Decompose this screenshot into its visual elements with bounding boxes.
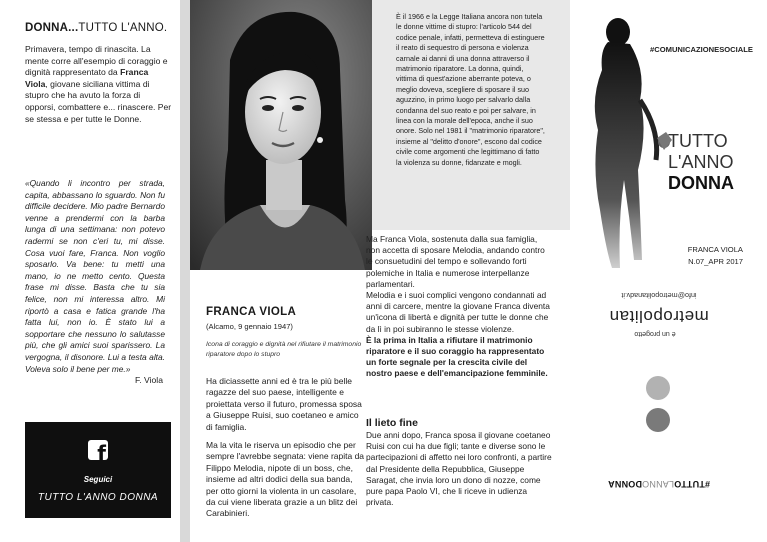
project-label: è un progetto — [634, 330, 676, 337]
happy-ending-text: Due anni dopo, Franca sposa il giovane coetaneo Ruisi con cui ha due figli; tante e diverse sono le partecipazioni di affetto nei loro confronti, a partire dal Presidente della Repubblica, Giuseppe Saragat, che invia loro un dono di nozze, come pure papa Paolo VI, che li riceve in udienza privata. — [366, 430, 552, 508]
story-main-text — [366, 234, 552, 380]
quote-author: F. Viola — [134, 375, 163, 385]
person-birth: (Alcamo, 9 gennaio 1947) — [206, 322, 293, 331]
law-text: È il 1966 e la Legge Italiana ancora non tutela le donne vittime di stupro: l'articolo 544 del codice penale, infatti, permetteva di estinguere il reato di sequestro di persona e violenza carnale ai danni di una donna attraverso il matrimonio riparatore. La donna, quindi, vittima di quest'azione aberrante poteva, o meglio doveva, scegliere di sposare il suo aguzzino, in primo luogo per salvarlo dalla condanna del suo reato e poi per salvare, in linea con la morale dell'epoca, anche il suo onore. Solo nel 1981 il "matrimonio riparatore", insieme al "delitto d'onore", escono dal codice civile come argomenti che legittimano di fatto la violenza su donne, fidanzate e mogli. — [396, 12, 545, 167]
campaign-hashtag: #TUTTOLANNODONNA — [607, 479, 711, 489]
fold-strip — [180, 0, 190, 542]
story-paragraph-2: Ma la vita le riserva un episodio che per sempre l'avrebbe segnata: viene rapita da Filippo Melodia, nipote di un boss, che, insieme ad altri dodici della sua banda, per otto giorni la violenta in un casolare, da cui viene liberata grazie a un blitz dei Carabinieri. — [206, 440, 365, 519]
decorative-dot-light — [646, 376, 670, 400]
story-highlight: È la prima in Italia a rifiutare il matrimonio riparatore e il suo coraggio ha rappresentato un forte segnale per la crescita civile del nostro paese e dell'emancipazione femminile. — [366, 334, 548, 379]
decorative-dot-dark — [646, 408, 670, 432]
brand-logo-text: metropolitan — [609, 307, 709, 326]
cover-subject-name: FRANCA VIOLA — [687, 245, 743, 254]
intro-text: Primavera, tempo di rinascita. La mente corre all'esempio di coraggio e dignità rappresentato da Franca Viola, giovane siciliana vittima di stupro che ha avuto la forza di opporsi, combattere e... rinascere. Per se stessa e per tutte le Donne. — [25, 44, 172, 124]
story-paragraph-1: Ha diciassette anni ed è tra le più belle ragazze del suo paese, intelligente e proiettata verso il futuro, promessa sposa a Giuseppe Ruisi, suo coetaneo e amico di famiglia. — [206, 376, 362, 432]
social-communication-tag: #COMUNICAZIONESOCIALE — [650, 45, 753, 54]
quote-text: «Quando li incontro per strada, capita, abbassano lo sguardo. Non fu difficile decidere. Mio padre Bernardo venne a prendermi con la barba lunga di una settimana: non potevo radermi se non c'eri tu, mi disse. Cosa vuoi fare, Franca. Non voglio sposarlo. Va bene: tu metti una mano, io ne metto cento. Questa frase mi disse. Basta che tu sia felice, non mi interessa altro. Mi riportò a casa e fatica grande l'ha fatta lui, non io. È stato lui a sopportare che nessuno lo salutasse più, che gli amici suoi sparissero. La vergogna, il disonore. Lui a testa alta. Voleva solo il bene per me.» — [25, 178, 165, 374]
portrait-photo — [190, 0, 372, 270]
left-panel — [0, 0, 180, 542]
person-name: FRANCA VIOLA — [206, 306, 297, 318]
portrait-caption: Icona di coraggio e dignità nel rifiutare il matrimonio riparatore dopo lo stupro — [206, 341, 362, 358]
facebook-icon[interactable]: f — [88, 440, 108, 460]
facebook-page-name[interactable]: TUTTO L'ANNO DONNA — [37, 492, 159, 503]
story-paragraph-4: Melodia e i suoi complici vengono condannati ad anni di carcere, mentre la giovane Franca diventa un'icona di libertà e dignità per tutte le donne che da lì in poi subiranno le stesse violenze. — [366, 290, 550, 334]
issue-number: N.07_APR 2017 — [688, 257, 743, 266]
happy-ending-title: Il lieto fine — [366, 417, 418, 429]
cover-title: TUTTO L'ANNO DONNA — [668, 131, 734, 193]
panel-title: DONNA...TUTTO L'ANNO. — [25, 22, 168, 34]
story-paragraph-3: Ma Franca Viola, sostenuta dalla sua famiglia, non accetta di sposare Melodia, andando contro le consuetudini del tempo e sollevando forti polemiche in Italia e numerose interpellanze parlamentari. — [366, 234, 545, 289]
facebook-box[interactable] — [25, 422, 171, 518]
seguici-label: Seguici — [83, 475, 113, 484]
contact-email[interactable]: info@metropolitanadv.it — [621, 291, 697, 300]
